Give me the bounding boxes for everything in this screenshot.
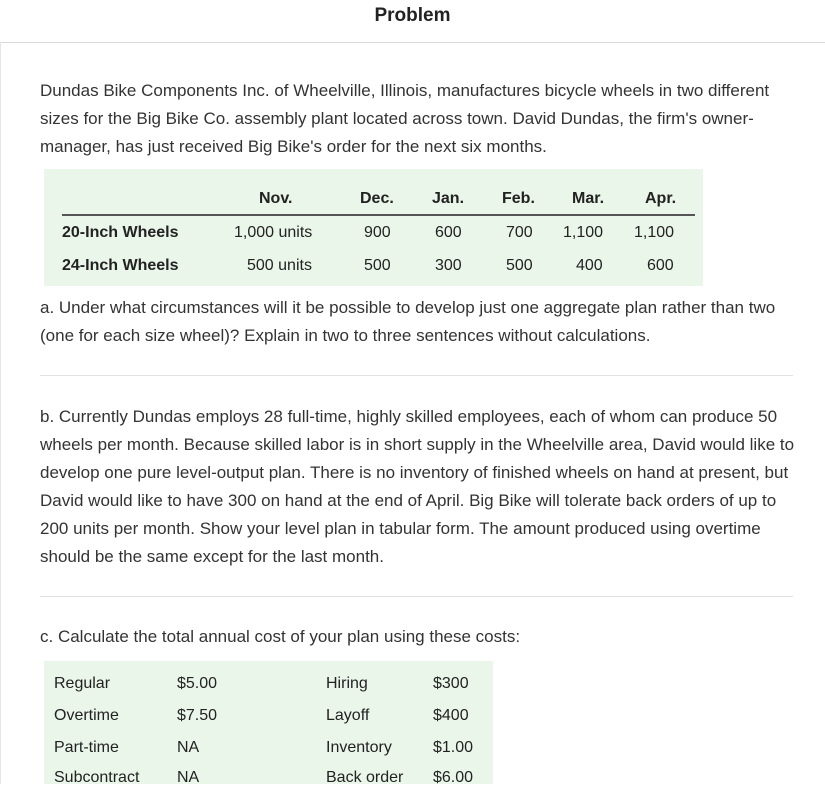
page-header <box>0 0 825 43</box>
cost-label: Inventory <box>326 739 392 756</box>
cost-value: $5.00 <box>177 675 218 692</box>
cost-label: Hiring <box>326 675 368 692</box>
table-cell: 700 <box>506 224 533 241</box>
table-cell: 1,100 <box>563 224 604 241</box>
cost-value: $300 <box>433 675 469 692</box>
header-rule <box>62 214 695 216</box>
content-border <box>0 42 1 784</box>
question-c: c. Calculate the total annual cost of your plan using these costs: <box>40 627 521 646</box>
divider <box>40 596 793 597</box>
order-table <box>44 169 703 286</box>
month-header: Jan. <box>432 190 465 207</box>
cost-table <box>44 661 493 784</box>
question-b: b. Currently Dundas employs 28 full-time, highly skilled employees, each of whom can produce 50 wheels per month. Because skilled labor is in short supply in the Wheelville area, David would like to develop one pure level-output plan. There is no inventory of finished wheels on hand at present, but David would like to have 300 on hand at the end of April. Big Bike will tolerate back orders of up to 200 units per month. Show your level plan in tabular form. The amount produced using overtime should be the same except for the last month. <box>40 407 795 566</box>
cost-value: NA <box>177 739 200 756</box>
cost-label: Back order <box>326 769 404 786</box>
intro-paragraph: Dundas Bike Components Inc. of Wheelville, Illinois, manufactures bicycle wheels in two different sizes for the Big Bike Co. assembly plant located across town. David Dundas, the firm's owner-manager, has just received Big Bike's order for the next six months. <box>40 81 770 156</box>
month-header: Nov. <box>259 190 293 207</box>
cost-label: Overtime <box>54 707 119 724</box>
table-cell: 500 <box>506 257 533 274</box>
table-cell: 500 units <box>247 257 312 274</box>
cost-label: Layoff <box>326 707 370 724</box>
table-cell: 600 <box>435 224 462 241</box>
month-header: Feb. <box>502 190 535 207</box>
month-header: Dec. <box>360 190 394 207</box>
page-title: Problem <box>374 5 451 26</box>
row-label: 20-Inch Wheels <box>62 224 179 241</box>
cost-label: Part-time <box>54 739 119 756</box>
table-cell: 900 <box>364 224 391 241</box>
table-cell: 300 <box>435 257 462 274</box>
row-label: 24-Inch Wheels <box>62 257 179 274</box>
table-cell: 400 <box>576 257 603 274</box>
table-cell: 1,100 <box>634 224 675 241</box>
cost-value: $7.50 <box>177 707 218 724</box>
cost-label: Subcontract <box>54 769 140 786</box>
table-cell: 1,000 units <box>234 224 313 241</box>
table-cell: 500 <box>364 257 391 274</box>
table-cell: 600 <box>647 257 674 274</box>
cost-value: $1.00 <box>433 739 474 756</box>
cost-value: $400 <box>433 707 469 724</box>
cost-value: NA <box>177 769 200 786</box>
month-header: Apr. <box>645 190 677 207</box>
cost-value: $6.00 <box>433 769 474 786</box>
question-a: a. Under what circumstances will it be possible to develop just one aggregate plan rather than two (one for each size wheel)? Explain in two to three sentences without calculations. <box>40 298 776 345</box>
month-header: Mar. <box>572 190 605 207</box>
cost-label: Regular <box>54 675 111 692</box>
divider <box>40 375 793 376</box>
